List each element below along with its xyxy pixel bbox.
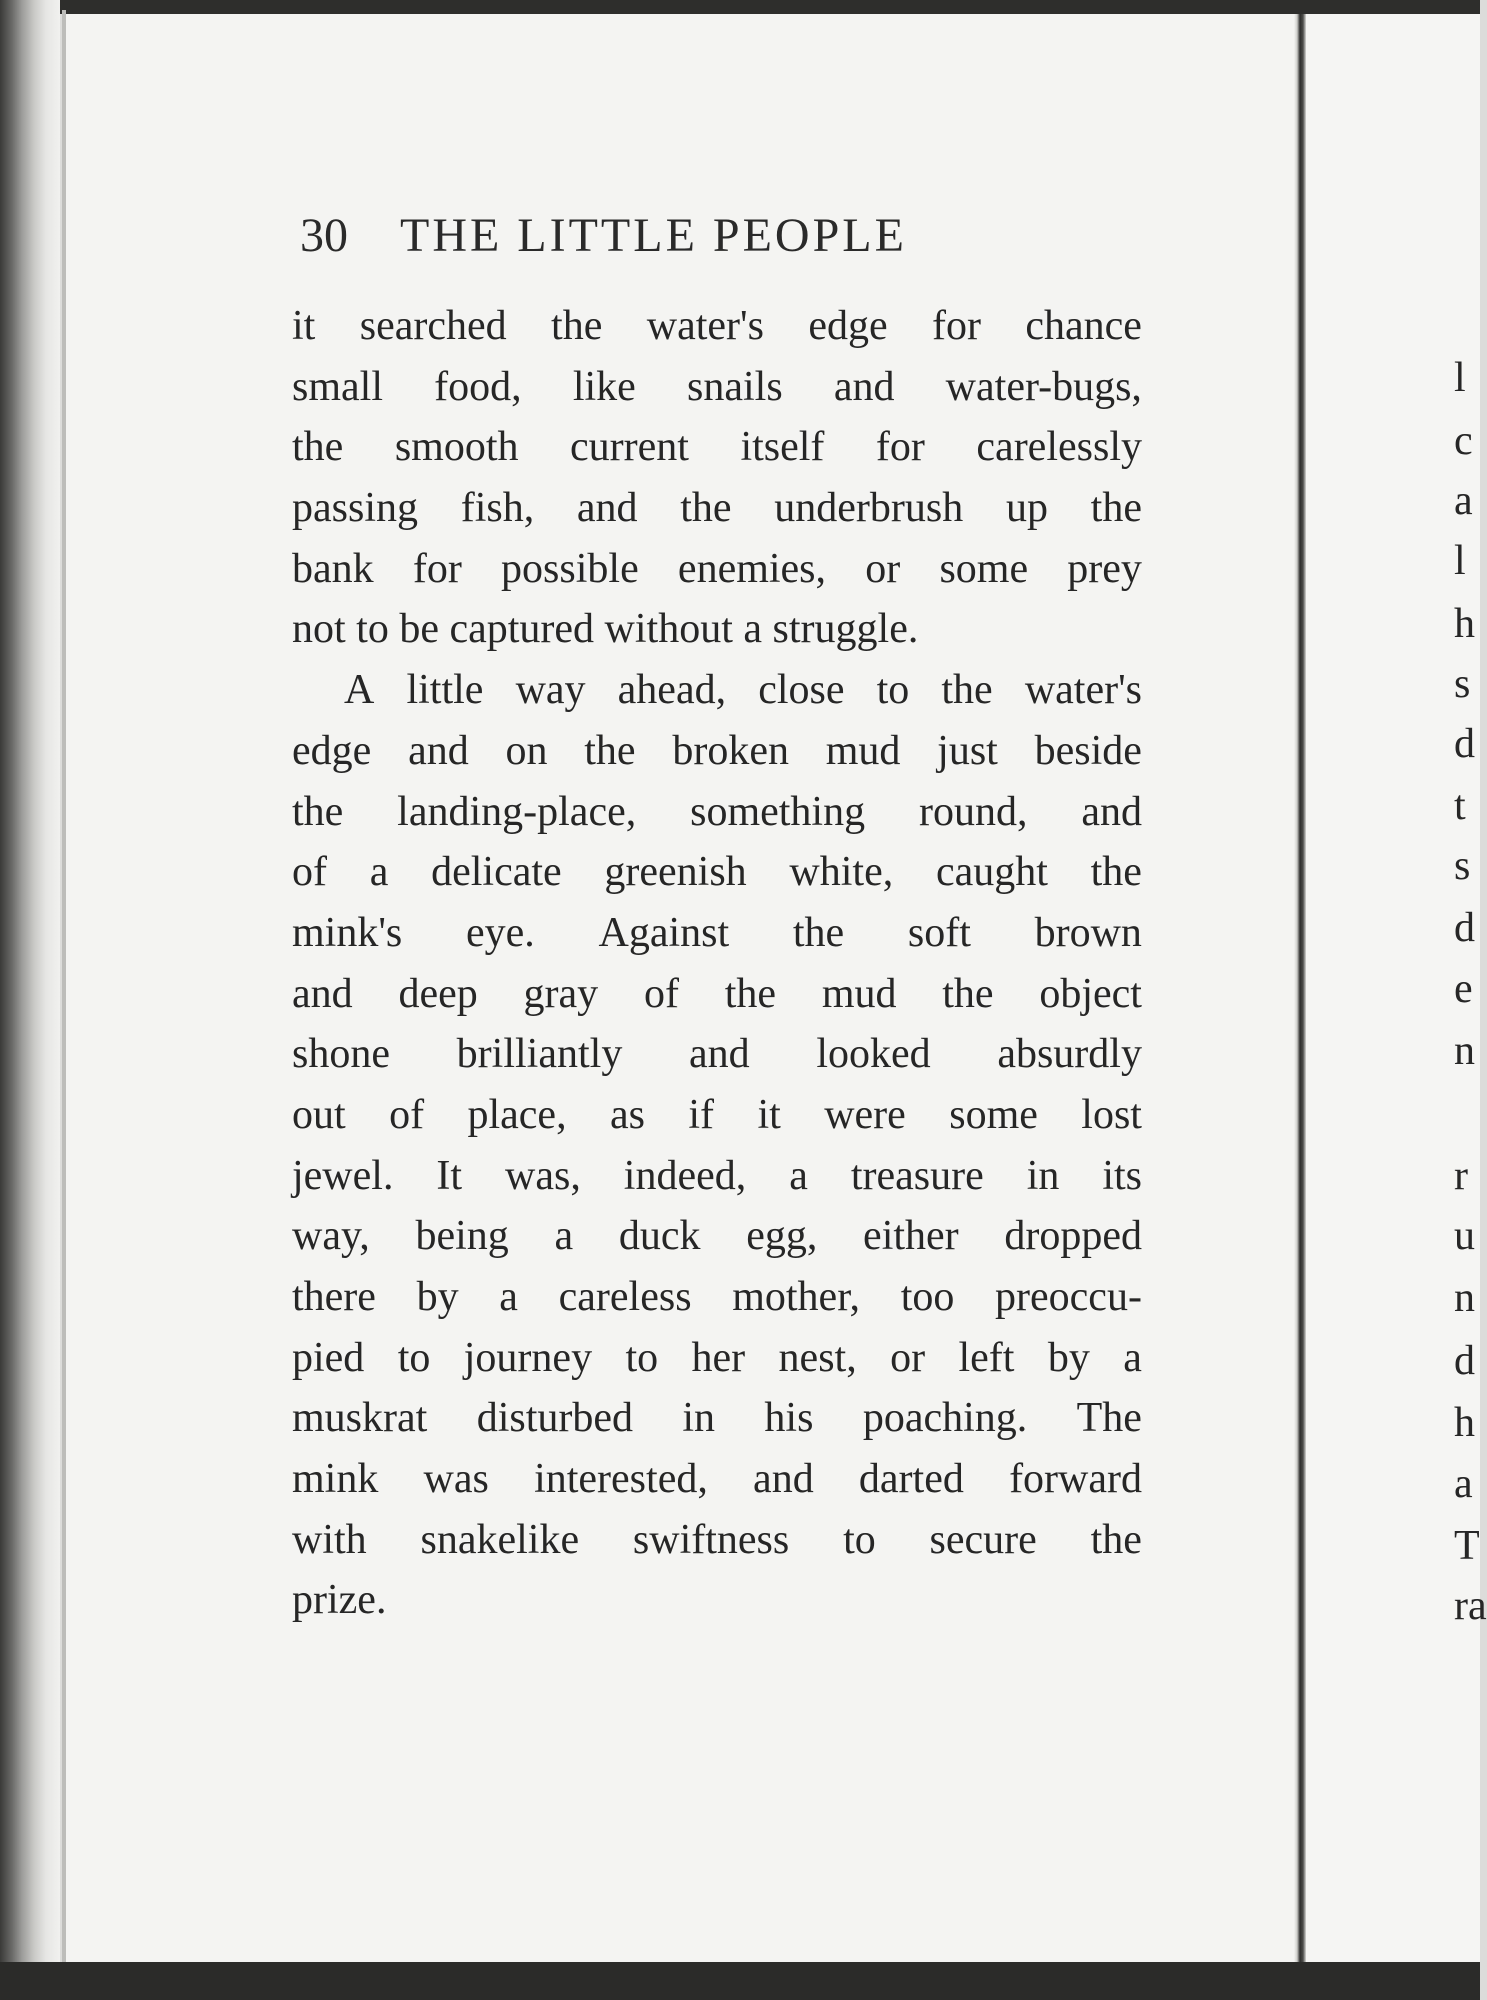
word: preoccu- bbox=[995, 1274, 1142, 1320]
word: was bbox=[423, 1456, 489, 1503]
word: the bbox=[1090, 1516, 1142, 1563]
word: underbrush bbox=[774, 485, 964, 532]
word: brown bbox=[1034, 909, 1142, 956]
word: left bbox=[958, 1334, 1015, 1381]
text-line bbox=[292, 1206, 1142, 1267]
word: a bbox=[369, 849, 389, 896]
word: the bbox=[941, 667, 993, 714]
facing-page-fragment: s bbox=[1454, 661, 1471, 707]
word: passing bbox=[292, 485, 418, 532]
word: of bbox=[643, 970, 679, 1017]
word: a bbox=[789, 1152, 808, 1199]
word: mink bbox=[292, 1456, 379, 1503]
word: disturbed bbox=[476, 1395, 633, 1442]
word: A bbox=[344, 667, 375, 714]
facing-page-fragment: n bbox=[1454, 1275, 1475, 1321]
text-line bbox=[292, 660, 1142, 721]
word: chance bbox=[1025, 303, 1142, 349]
scan-top-border bbox=[0, 0, 1480, 14]
facing-page-fragment: t bbox=[1454, 783, 1466, 829]
word: its bbox=[1102, 1152, 1142, 1199]
word: for bbox=[875, 424, 925, 471]
word: gray bbox=[523, 970, 599, 1017]
word: broken bbox=[672, 727, 789, 774]
word: and bbox=[1081, 788, 1142, 835]
word: It bbox=[436, 1152, 463, 1199]
text-line: not to be captured without a struggle. bbox=[292, 606, 919, 653]
word: pied bbox=[292, 1334, 365, 1381]
word: his bbox=[764, 1395, 814, 1442]
word: as bbox=[609, 1091, 645, 1138]
word: a bbox=[1123, 1334, 1142, 1381]
word: edge bbox=[808, 303, 888, 349]
word: the bbox=[792, 909, 845, 956]
facing-page-fragment: c bbox=[1454, 418, 1473, 464]
text-line bbox=[292, 357, 1142, 418]
word: by bbox=[416, 1274, 459, 1320]
word: interested, bbox=[534, 1456, 708, 1503]
word: and bbox=[408, 727, 469, 774]
word: mud bbox=[825, 727, 901, 774]
word: indeed, bbox=[623, 1152, 747, 1199]
word: the bbox=[1090, 485, 1142, 532]
word: The bbox=[1076, 1395, 1142, 1442]
word: something bbox=[690, 788, 866, 835]
word: mother, bbox=[732, 1274, 861, 1320]
word: the bbox=[680, 485, 732, 532]
text-line bbox=[292, 296, 1142, 357]
word: and bbox=[292, 970, 353, 1017]
word: the bbox=[1090, 849, 1142, 896]
word: to bbox=[876, 667, 910, 714]
page-number: 30 bbox=[300, 209, 348, 262]
word: water's bbox=[1024, 667, 1142, 714]
word: in bbox=[682, 1395, 716, 1442]
word: bank bbox=[292, 545, 374, 592]
word: object bbox=[1039, 970, 1142, 1017]
word: up bbox=[1005, 485, 1048, 532]
word: the bbox=[724, 970, 777, 1017]
word: fish, bbox=[460, 485, 535, 532]
word: the bbox=[551, 303, 603, 349]
facing-page-fragment: d bbox=[1454, 905, 1475, 951]
word: caught bbox=[935, 849, 1048, 896]
word: the bbox=[942, 970, 994, 1017]
word: itself bbox=[740, 424, 825, 471]
word: careless bbox=[558, 1274, 692, 1320]
text-line bbox=[292, 1510, 1142, 1571]
word: some bbox=[949, 1091, 1038, 1138]
text-line bbox=[292, 478, 1142, 539]
word: smooth bbox=[394, 424, 519, 471]
word: jewel. bbox=[292, 1152, 394, 1199]
facing-page-fragment: d bbox=[1454, 721, 1475, 767]
word: small bbox=[292, 363, 383, 410]
word: for bbox=[932, 303, 981, 349]
word: way, bbox=[292, 1213, 370, 1260]
facing-page-fragment: u bbox=[1454, 1213, 1475, 1259]
word: beside bbox=[1034, 727, 1142, 774]
word: darted bbox=[858, 1456, 964, 1503]
word: Against bbox=[598, 909, 730, 956]
text-line bbox=[292, 1449, 1142, 1510]
facing-page-fragment: d bbox=[1454, 1338, 1475, 1384]
body-text bbox=[292, 296, 1142, 1631]
facing-page-fragment: ra bbox=[1454, 1583, 1487, 1629]
word: being bbox=[415, 1213, 509, 1260]
word: enemies, bbox=[677, 545, 827, 592]
text-line bbox=[292, 1267, 1142, 1328]
word: snails bbox=[687, 363, 783, 410]
word: forward bbox=[1009, 1456, 1142, 1503]
word: delicate bbox=[431, 849, 562, 896]
text-line bbox=[292, 1328, 1142, 1389]
word: like bbox=[572, 363, 636, 410]
word: of bbox=[292, 849, 327, 896]
word: the bbox=[292, 788, 344, 835]
word: water-bugs, bbox=[945, 363, 1142, 410]
word: on bbox=[505, 727, 548, 774]
text-line bbox=[292, 1085, 1142, 1146]
word: little bbox=[406, 667, 484, 714]
facing-page-fragment: h bbox=[1454, 1400, 1475, 1446]
word: close bbox=[758, 667, 845, 714]
word: round, bbox=[918, 788, 1028, 835]
word: mink's bbox=[292, 909, 403, 956]
word: with bbox=[292, 1516, 367, 1563]
facing-page-fragment: e bbox=[1454, 966, 1473, 1012]
word: there bbox=[292, 1274, 376, 1320]
word: swiftness bbox=[632, 1516, 790, 1563]
word: greenish bbox=[604, 849, 747, 896]
word: and bbox=[576, 485, 638, 532]
word: place, bbox=[467, 1091, 567, 1138]
word: and bbox=[833, 363, 895, 410]
word: were bbox=[824, 1091, 906, 1138]
word: eye. bbox=[465, 909, 535, 956]
facing-page-fragment: a bbox=[1454, 1461, 1473, 1507]
word: her bbox=[691, 1334, 746, 1381]
word: in bbox=[1026, 1152, 1060, 1199]
word: duck bbox=[618, 1213, 701, 1260]
text-line bbox=[292, 1388, 1142, 1449]
word: shone bbox=[292, 1031, 390, 1078]
word: of bbox=[389, 1091, 425, 1138]
word: just bbox=[937, 727, 998, 774]
text-line bbox=[292, 1146, 1142, 1207]
word: way bbox=[515, 667, 586, 714]
word: poaching. bbox=[862, 1395, 1028, 1442]
word: ahead, bbox=[617, 667, 727, 714]
text-line bbox=[292, 903, 1142, 964]
word: it bbox=[757, 1091, 781, 1138]
word: edge bbox=[292, 727, 372, 774]
word: to bbox=[843, 1516, 876, 1563]
word: searched bbox=[359, 303, 507, 349]
facing-page-fragment: n bbox=[1454, 1028, 1475, 1074]
text-line bbox=[292, 721, 1142, 782]
word: and bbox=[689, 1031, 750, 1078]
facing-page-fragment: l bbox=[1454, 538, 1466, 584]
facing-page-fragment: a bbox=[1454, 478, 1473, 524]
word: absurdly bbox=[997, 1031, 1142, 1078]
word: dropped bbox=[1004, 1213, 1142, 1260]
word: or bbox=[865, 545, 901, 592]
scan-bottom-border bbox=[0, 1962, 1480, 2000]
running-title: THE LITTLE PEOPLE bbox=[400, 209, 907, 262]
word: a bbox=[554, 1213, 574, 1260]
word: deep bbox=[398, 970, 478, 1017]
word: for bbox=[412, 545, 462, 592]
word: the bbox=[292, 424, 344, 471]
text-line bbox=[292, 842, 1142, 903]
word: by bbox=[1047, 1334, 1090, 1381]
word: either bbox=[863, 1213, 959, 1260]
word: nest, bbox=[778, 1334, 857, 1381]
text-line bbox=[292, 964, 1142, 1025]
word: it bbox=[292, 303, 316, 349]
facing-page-fragment: s bbox=[1454, 843, 1471, 889]
word: lost bbox=[1081, 1091, 1142, 1138]
book-binding-edge bbox=[0, 0, 60, 2000]
facing-page-fragment: h bbox=[1454, 601, 1475, 647]
word: landing-place, bbox=[397, 788, 637, 835]
word: was, bbox=[505, 1152, 581, 1199]
text-line bbox=[292, 1024, 1142, 1085]
facing-page-fragment: r bbox=[1454, 1153, 1468, 1199]
text-line bbox=[292, 782, 1142, 843]
word: to bbox=[625, 1334, 659, 1381]
word: brilliantly bbox=[456, 1031, 623, 1078]
word: or bbox=[890, 1334, 926, 1381]
word: prey bbox=[1067, 545, 1142, 592]
word: snakelike bbox=[420, 1516, 580, 1563]
facing-page-fragment: l bbox=[1454, 355, 1466, 401]
word: mud bbox=[821, 970, 897, 1017]
word: food, bbox=[434, 363, 522, 410]
word: soft bbox=[907, 909, 971, 956]
text-line bbox=[292, 539, 1142, 600]
word: egg, bbox=[746, 1213, 818, 1260]
word: water's bbox=[646, 303, 764, 349]
running-header bbox=[300, 208, 1060, 278]
book-gutter bbox=[1294, 14, 1306, 1962]
text-line: prize. bbox=[292, 1577, 387, 1624]
word: the bbox=[584, 727, 636, 774]
word: white, bbox=[789, 849, 894, 896]
word: journey bbox=[463, 1334, 593, 1381]
word: treasure bbox=[850, 1152, 984, 1199]
word: muskrat bbox=[292, 1395, 428, 1442]
word: carelessly bbox=[976, 424, 1142, 471]
text-line bbox=[292, 417, 1142, 478]
word: too bbox=[900, 1274, 955, 1320]
word: looked bbox=[816, 1031, 931, 1078]
facing-page-fragment: T bbox=[1454, 1523, 1480, 1569]
word: secure bbox=[929, 1516, 1037, 1563]
word: a bbox=[499, 1274, 518, 1320]
word: to bbox=[397, 1334, 431, 1381]
word: out bbox=[292, 1091, 346, 1138]
word: if bbox=[688, 1091, 715, 1138]
word: possible bbox=[501, 545, 639, 592]
word: some bbox=[939, 545, 1029, 592]
word: and bbox=[753, 1456, 814, 1503]
word: current bbox=[570, 424, 689, 471]
